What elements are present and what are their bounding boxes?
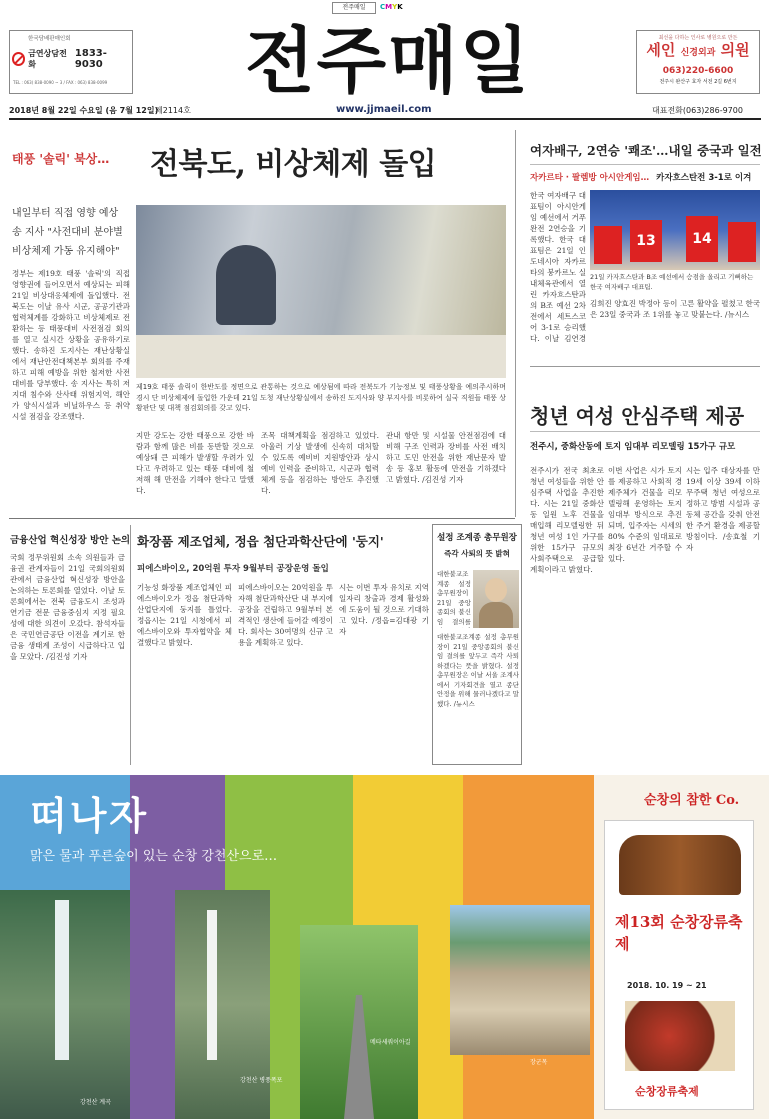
cmyk-marks: [380, 3, 403, 11]
ad-photo-road: [300, 925, 418, 1119]
right-ad-tel: 063)220-6600: [662, 66, 734, 76]
site-url[interactable]: www.jjmaeil.com: [336, 104, 432, 115]
ad-cap-1: 강천산 계곡: [80, 1099, 111, 1106]
festival-poster: [604, 820, 754, 1110]
lead-subheads: [12, 204, 130, 261]
monk-headline: 설정 조계종 총무원장: [437, 533, 517, 543]
volleyball-body-col: 한국 여자배구 대표팀이 아시안게임 예선에서 거푸 완전 2연승을 기록했다. 한국 대표팀은 21일 인도네시아 자카르타의 붕카르노 실내체육관에서 열린 카자흐스탄과의 B조 예선 2차전에서 세트스코어 3-1로 승리했다. 이날 김연경: [530, 191, 586, 342]
lead-body-col-1: 지만 강도는 강한 태풍으로 강한 바람과 함께 많은 비를 동반할 것으로 예상돼 큰 피해가 발생할 우려가 있다고 우려하고 있는 태풍 대비에 철저해 해 만전을 기해야 한다고 말했다.: [136, 431, 254, 495]
main-phone: 대표전화(063)286-9700: [652, 106, 743, 115]
lead-sub-3: 비상체제 가동 유지해야": [12, 246, 120, 257]
cosmetics-sub: 피에스바이오, 20억원 투자 9월부터 공장운영 돌입: [137, 564, 329, 574]
jersey-4: [594, 226, 622, 264]
ad-photo-rocks: [450, 905, 590, 1055]
issue-number: 제2114호: [155, 106, 191, 115]
jersey-1: 13: [630, 220, 662, 262]
lead-sub-2: 송 지사 "사전대비 분야별: [12, 227, 123, 238]
finance-divider: [130, 525, 131, 765]
masthead: 전주매일: [245, 19, 532, 103]
lead-body-left: 정부는 제19호 태풍 '솔릭'의 직접 영향권에 들어오면서 예상되는 피해 21일 비상대응체제에 돌입했다. 전북도는 이날 유사 시군, 공공기관과 협력체계를 강화하고 비상체제로 전환하는 등 태풍대비 사전점검 회의를 열고 실시간 상황을 공유하기로 했다. 송하진 도지사는 재난상황실에서 재난안전대책본부 회의를 주재하고 피해 예방을 위한 철저한 사전 대비를 당부했다. 송 지사는 특히 저지대 침수와 산사태 위험지역, 해안가 양식시설과 비닐하우스 등 취약시설 점검을 강조했다.: [12, 269, 130, 421]
lead-headline: 전북도, 비상체제 돌입: [150, 147, 437, 182]
volleyball-bottom-rule: [530, 366, 760, 367]
festival-jars: [619, 835, 741, 895]
volleyball-body2: 김희진 양효진 박정아 등이 고른 활약을 펼쳤고 한국은 23일 중국과 조 1위를 놓고 맞붙는다. /뉴시스: [590, 299, 760, 319]
right-ad-name1: 세인: [646, 41, 676, 59]
right-ad-addr: 전주시 완산구 효자 서전 2길 6번지: [659, 79, 737, 85]
ad-cap-2: 강천산 병풍폭포: [240, 1077, 283, 1084]
left-ad-label: 금연상담전화: [28, 49, 67, 69]
mid-rule: [9, 518, 515, 519]
photo-subject: [216, 245, 276, 325]
lead-kicker: 태풍 '솔릭' 북상…: [12, 152, 110, 166]
print-tag: 전주매일: [332, 2, 376, 14]
jersey-3: [728, 222, 756, 262]
volleyball-sub: 카자흐스탄전 3-1로 이겨: [656, 173, 752, 183]
monk-body: 대한불교조계종 설정 총무원장이 21일 중앙종회의 불신임 결의를: [437, 570, 471, 626]
volleyball-kicker-text: 자카르타 · 팔렘방 아시안게임…: [530, 173, 650, 183]
housing-rule: [530, 431, 760, 432]
ad-subtitle: 맑은 물과 푸른숲이 있는 순창 강천산으로…: [30, 849, 278, 864]
lead-divider: [515, 130, 516, 517]
header-rule: [9, 118, 761, 120]
no-smoking-icon: [12, 52, 25, 66]
volleyball-headline: 여자배구, 2연승 '쾌조'…내일 중국과 일전: [530, 143, 762, 158]
lead-body-col-2: 조목 대책계획을 점검하고 있었다. 아울러 기상 발생에 신속히 대처할 수 있도록 예비비 지원방안과 상시예비 인력을 준비하고, 시군과 협력 체계 등을 점검하는 방안도 추진했다.: [261, 431, 379, 495]
jersey-2: 14: [686, 216, 718, 262]
housing-headline: 청년 여성 안심주택 제공: [530, 404, 745, 428]
issue-date: 2018년 8월 22일 수요일 (음 7월 12일): [9, 106, 159, 115]
festival-brand: 순창의 참한 Co.: [644, 793, 740, 808]
ad-photo-waterfall: [0, 890, 130, 1119]
festival-food: [625, 1001, 735, 1071]
ad-cap-4: 장군목: [530, 1059, 548, 1066]
right-ad-top: 최선을 다하는 인사로 병원으로 만든: [658, 35, 738, 41]
monk-photo: [473, 570, 519, 628]
housing-sub: 전주시, 중화산동에 토지 임대부 리모델링 15가구 규모: [530, 442, 736, 452]
cosmetics-col-3: 시는 이번 투자 유치로 지역 일자리 창출과 경제 활성화에 도움이 될 것으로 기대하고 있다. /정읍=김대광 기자: [339, 583, 429, 636]
festival-dates: 2018. 10. 19 ~ 21: [627, 981, 707, 990]
lead-body-col-3: 관내 항만 및 시설물 안전점검에 대비해 구조 인력과 장비를 사전 배치하고 도민 안전을 위한 재난문자 발송 등 홍보 활동에 만전을 기하겠다고 밝혔다. /김진성 기자: [386, 431, 506, 484]
housing-col-3: 시는 입주 대상자를 만 19세 이상 39세 이하 무주택 청년 여성으로 정하고 방범 시설과 공동체 공간을 갖춰 안전한 주거 환경을 제공할 방침이다. /송효철 기자: [686, 466, 760, 552]
left-ad-fine: TEL : 063) 838-0090 ~ 3 / FAX : 063) 838-0099: [13, 80, 108, 85]
monk-sub: 즉각 사퇴의 뜻 밝혀: [444, 549, 510, 558]
left-ad-box: [9, 30, 133, 94]
cmyk-y: Y: [392, 3, 398, 11]
festival-title: 제13회 순창장류축제: [615, 913, 743, 953]
lead-photo-caption: 제19호 태풍 솔릭이 한반도를 정면으로 관통하는 것으로 예상됨에 따라 전북도가 기능정보 및 태풍상황을 예의주시하며 경시 단 비상체제에 돌입한 가운데 21일 도청 재난상황실에서 송하진 도지사와 양 부지사를 비롯하여 실국 직원들 태풍 상황판단 및 대책 점검회의를 갖고 있다.: [136, 383, 506, 412]
right-ad-box: [636, 30, 760, 94]
housing-col-1: 전주시가 전국 최초로 청년 여성들을 위한 안심주택 사업을 추진한다. 시는 21일 중화산동 일원 노후 건물을 매입해 리모델링한 뒤 청년 여성 1인 가구를 위한 15가구 규모의 사회주택으로 공급할 계획이라고 밝혔다.: [530, 466, 604, 574]
housing-col-2: 이번 사업은 시가 토지를 제공하고 사회적 경제주체가 건물을 리모델링해 운영하는 토지임대부 방식으로 추진되며, 입주자는 시세의 80% 수준의 임대료로 최장 6년간 거주할 수 있다.: [608, 466, 682, 563]
festival-footer: 순창장류축제: [635, 1085, 699, 1098]
volleyball-rule: [530, 164, 760, 165]
volleyball-kicker: [530, 171, 751, 183]
ad-cap-3: 메타세쿼이아길: [370, 1039, 411, 1046]
finance-body: 국회 정무위원회 소속 의원들과 금융권 관계자들이 21일 국회의원회관에서 금융산업 혁신성장 방안을 논의하는 토론회를 열었다. 이날 토론회에서는 전북 금융도시 조성과 연기금 전문 금융중심지 지정 필요성에 대한 의견이 오갔다. 참석자들은 국민연금공단 이전을 계기로 한 금융 생태계 조성이 시급하다고 입을 모았다. /김진성 기자: [10, 553, 125, 661]
lead-sub-1: 내일부터 직접 영향 예상: [12, 208, 119, 219]
monk-box: [432, 524, 522, 765]
bottom-ad-right: [594, 775, 769, 1119]
left-ad-org: 한국담배판매인회: [28, 36, 71, 42]
cmyk-c: C: [380, 3, 386, 11]
photo-table: [136, 335, 506, 378]
cosmetics-headline: 화장품 제조업체, 정읍 첨단과학산단에 '둥지': [137, 534, 384, 549]
left-ad-phone: 1833-9030: [75, 48, 130, 70]
volleyball-photo: [590, 190, 760, 270]
ad-photo-falls: [175, 890, 270, 1119]
finance-headline: 금융산업 혁신성장 방안 논의: [10, 535, 131, 546]
cosmetics-col-2: 피에스바이오는 20억원을 투자해 첨단과학산단 내 부지에 공장을 건립하고 9월부터 본격적인 생산에 들어갈 예정이다. 회사는 30여명의 신규 고용을 계획하고 있다.: [238, 583, 333, 647]
cmyk-m: M: [385, 3, 393, 11]
bottom-ad-left: [0, 775, 594, 1119]
cosmetics-col-1: 기능성 화장품 제조업체인 피에스바이오가 정읍 첨단과학산업단지에 둥지를 틀었다. 정읍시는 21일 시청에서 피에스바이오와 투자협약을 체결했다고 밝혔다.: [137, 583, 232, 647]
lead-photo: [136, 205, 506, 378]
right-ad-name2: 신경외과: [680, 48, 716, 58]
ad-title: 떠나자: [30, 793, 150, 838]
monk-body-cont: 대한불교조계종 설정 총무원장이 21일 중앙종회의 불신임 결의를 앞두고 즉각 사퇴하겠다는 뜻을 밝혔다. 설정 총무원장은 이날 서울 조계사에서 기자회견을 열고 종단 안정을 위해 물러나겠다고 말했다. /뉴시스: [437, 633, 519, 708]
cmyk-k: K: [397, 3, 403, 11]
volleyball-caption: 21일 카자흐스탄과 B조 예선에서 승점을 올리고 기뻐하는 한국 여자배구 대표팀.: [590, 273, 754, 291]
right-ad-name3: 의원: [720, 41, 750, 59]
